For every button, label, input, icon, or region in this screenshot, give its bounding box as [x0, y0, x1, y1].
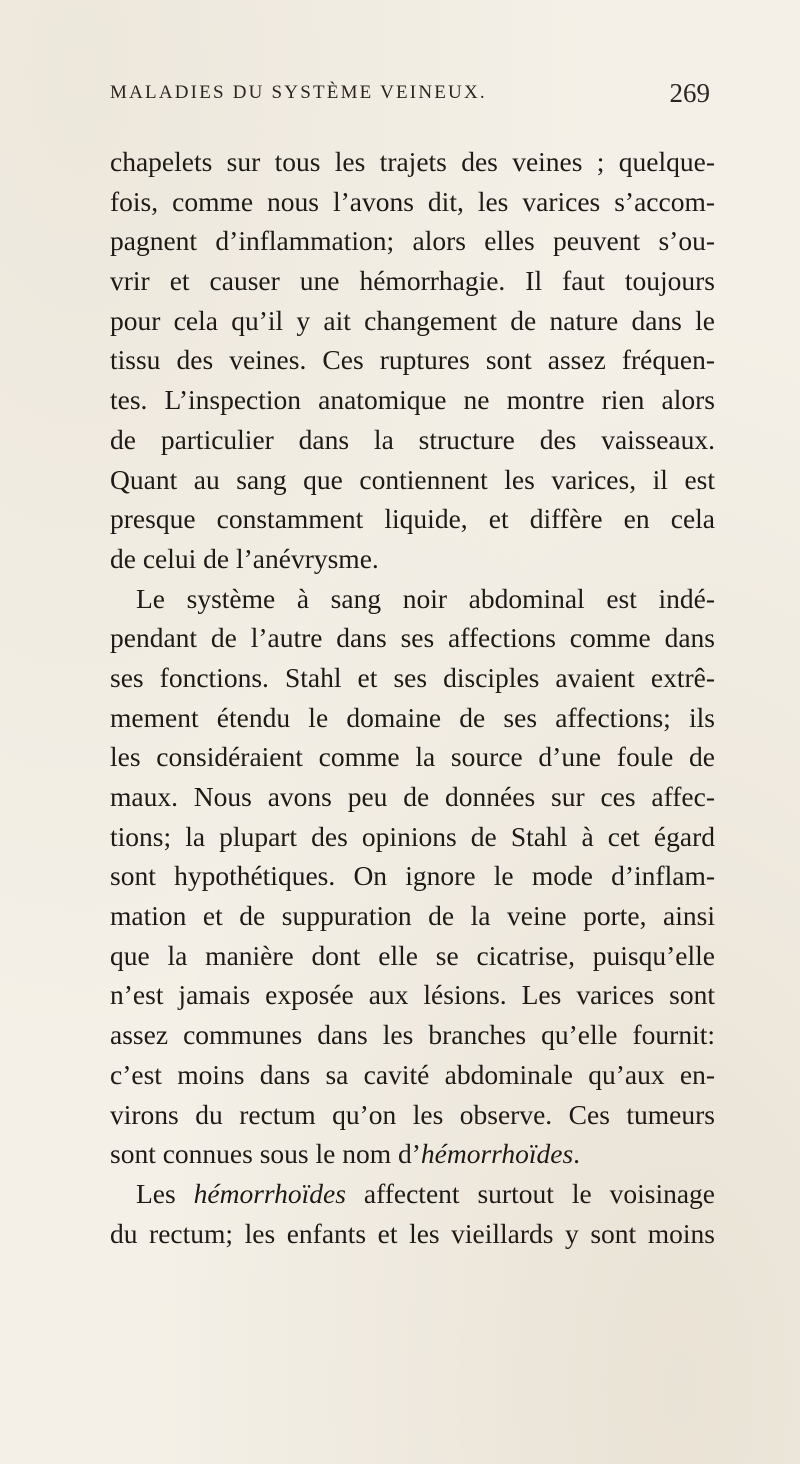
text-line: presque constamment liquide, et diffère en cela: [110, 503, 715, 535]
text-line: du rectum; les enfants et les vieillards y sont moins: [110, 1217, 715, 1249]
page-header: [110, 78, 710, 122]
text-line: les considéraient comme la source d’une foule de: [110, 741, 715, 773]
text-line: assez communes dans les branches qu’elle fournit:: [110, 1019, 715, 1051]
text-line: ses fonctions. Stahl et ses disciples avaient extrê-: [110, 661, 715, 693]
text-line: fois, comme nous l’avons dit, les varices s’accom-: [110, 185, 715, 217]
text-line: tions; la plupart des opinions de Stahl à cet égard: [110, 820, 715, 852]
text-line: pendant de l’autre dans ses affections comme dans: [110, 622, 715, 654]
text-line: sont hypothétiques. On ignore le mode d’inflam-: [110, 860, 715, 892]
italic-term: hémorrhoïdes: [193, 1177, 346, 1209]
text-line: de celui de l’anévrysme.: [110, 542, 379, 574]
text-line: n’est jamais exposée aux lésions. Les varices sont: [110, 979, 715, 1011]
text-line: c’est moins dans sa cavité abdominale qu’aux en-: [110, 1058, 715, 1090]
text-line: chapelets sur tous les trajets des veines ; quelque-: [110, 146, 715, 177]
text-line: vrir et causer une hémorrhagie. Il faut toujours: [110, 265, 715, 297]
text-line: tes. L’inspection anatomique ne montre rien alors: [110, 384, 715, 416]
page-number: 269: [669, 78, 710, 108]
text-line: que la manière dont elle se cicatrise, puisqu’elle: [110, 939, 715, 971]
text-line: [110, 1134, 715, 1174]
line-26-suffix: .: [573, 1138, 581, 1170]
line-27-suffix: affectent surtout le voisinage: [345, 1177, 715, 1209]
line-27-prefix: Les: [136, 1177, 194, 1209]
text-line: mement étendu le domaine de ses affections; ils: [110, 701, 715, 733]
text-line: [110, 1174, 715, 1214]
text-line: mation et de suppuration de la veine porte, ainsi: [110, 900, 715, 932]
body-text: [110, 142, 715, 1253]
italic-term: hémorrhoïdes: [420, 1138, 574, 1170]
text-line: Le système à sang noir abdominal est indé-: [136, 582, 715, 614]
running-title: MALADIES DU SYSTÈME VEINEUX.: [110, 82, 487, 103]
text-line: Quant au sang que contiennent les varices, il est: [110, 463, 715, 495]
text-line: de particulier dans la structure des vaisseaux.: [110, 423, 715, 455]
text-line: pour cela qu’il y ait changement de nature dans le: [110, 304, 715, 336]
text-line: pagnent d’inflammation; alors elles peuvent s’ou-: [110, 225, 715, 257]
text-line: tissu des veines. Ces ruptures sont assez fréquen-: [110, 344, 715, 376]
line-26-prefix: sont connues sous le nom d’: [110, 1138, 421, 1170]
text-line: maux. Nous avons peu de données sur ces affec-: [110, 781, 715, 812]
text-line: virons du rectum qu’on les observe. Ces tumeurs: [110, 1098, 715, 1130]
